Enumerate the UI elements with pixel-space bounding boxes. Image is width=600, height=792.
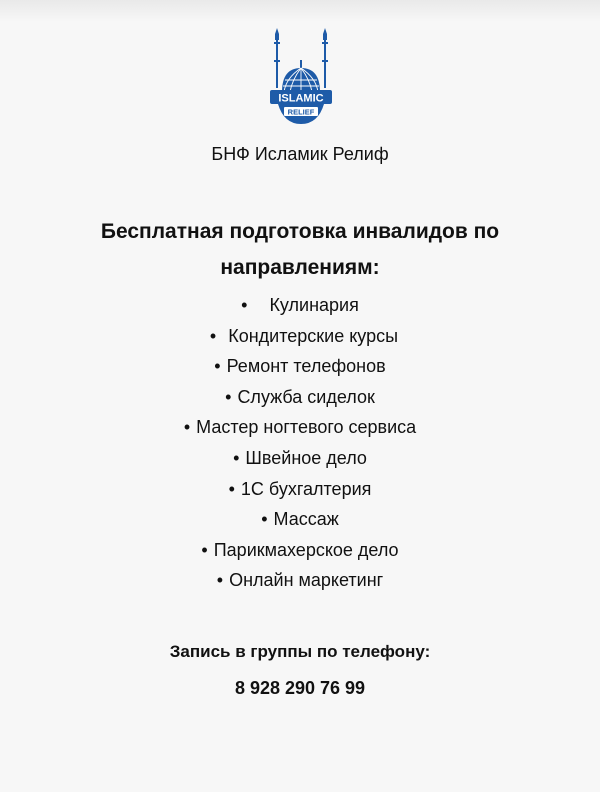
course-label: Швейное дело — [245, 447, 367, 468]
bullet-icon: • — [216, 570, 224, 591]
islamic-relief-logo — [268, 26, 334, 130]
list-item — [0, 504, 600, 535]
course-label: Парикмахерское дело — [213, 539, 399, 560]
bullet-icon: • — [225, 386, 232, 407]
list-item — [0, 565, 600, 596]
bullet-icon: • — [261, 509, 268, 530]
course-label: Онлайн маркетинг — [229, 570, 384, 591]
list-item — [0, 535, 600, 566]
course-label: Мастер ногтевого сервиса — [196, 417, 417, 438]
bullet-icon: • — [228, 478, 235, 499]
bullet-icon: • — [233, 447, 240, 468]
list-item — [0, 290, 600, 321]
list-item — [0, 443, 600, 474]
course-label: 1С бухгалтерия — [240, 478, 372, 499]
course-label: Массаж — [273, 509, 339, 530]
phone-number[interactable]: 8 928 290 76 99 — [234, 678, 366, 698]
bullet-icon: • — [209, 325, 217, 346]
logo-text-relief: RELIEF — [287, 107, 315, 117]
list-item — [0, 351, 600, 382]
bullet-icon: • — [214, 356, 221, 377]
course-label: Служба сиделок — [237, 386, 375, 407]
bullet-icon: • — [241, 295, 248, 315]
bullet-icon: • — [183, 417, 191, 438]
list-item — [0, 474, 600, 505]
page-title: Бесплатная подготовка инвалидов по направлениям: — [100, 220, 500, 279]
course-label: Кондитерские курсы — [228, 325, 399, 346]
bullet-icon: • — [201, 539, 208, 560]
logo-text-islamic: ISLAMIC — [278, 92, 324, 105]
course-label: Кулинария — [269, 295, 359, 315]
enroll-label: Запись в группы по телефону: — [169, 642, 431, 661]
list-item — [0, 382, 600, 413]
top-shade — [0, 0, 600, 22]
list-item — [0, 412, 600, 443]
course-label: Ремонт телефонов — [226, 356, 386, 377]
org-name: БНФ Исламик Релиф — [211, 144, 389, 164]
list-item — [0, 321, 600, 352]
course-list — [0, 290, 600, 596]
